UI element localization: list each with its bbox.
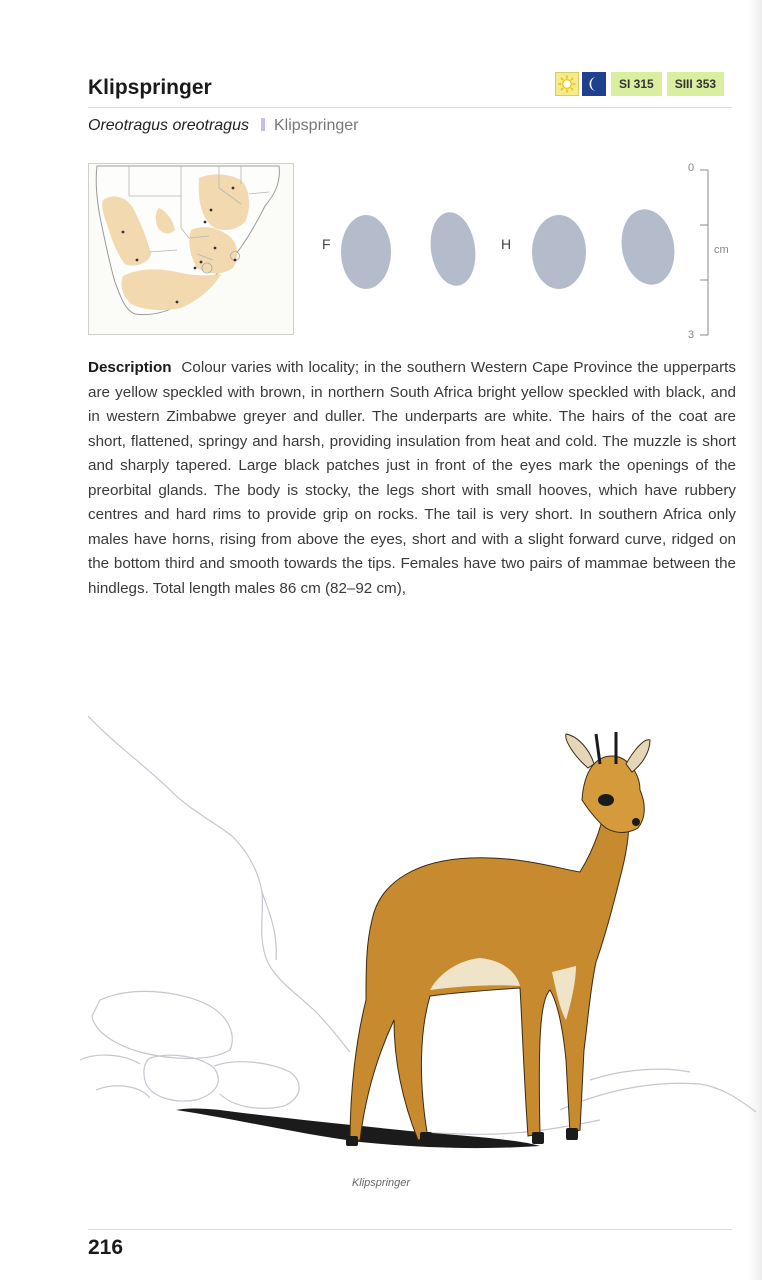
page-title: Klipspringer xyxy=(88,76,212,99)
moon-icon xyxy=(582,72,606,96)
common-name: Klipspringer xyxy=(273,117,359,134)
scientific-name: Oreotragus oreotragus xyxy=(88,117,249,134)
front-track-right xyxy=(426,209,480,288)
hind-track-left xyxy=(532,215,586,289)
description-text: Colour varies with locality; in the southern Western Cape Province the upperparts are yellow speckled with brown, in northern South Africa bright yellow speckled with black, and in western Zimbabwe greyer and duller. The underparts are white. The hairs of the coat are short, flattened, springy and harsh, providing insulation from heat and cold. The muzzle is short and sharply tapered. Large black patches just in front of the eyes mark the openings of the preorbital glands. The body is stocky, the legs short with small hooves, which have rubbery centres and hard rims to provide grip on rocks. The tail is very short. In southern Africa only males have horns, rising from above the eyes, short and with a slight forward curve, ridged on the bottom third and smooth towards the tips. Females have two pairs of mammae between the hindlegs. Total length males 86 cm (82–92 cm), xyxy=(88,359,736,597)
klipspringer-illustration xyxy=(0,700,762,1170)
footer-rule xyxy=(88,1229,732,1230)
distribution-map xyxy=(88,163,294,335)
description-heading: Description xyxy=(88,359,172,376)
hind-track-right xyxy=(616,205,680,289)
description-paragraph xyxy=(88,356,736,601)
name-separator xyxy=(261,118,265,131)
front-track-label: F xyxy=(322,236,331,252)
activity-badges xyxy=(555,72,724,96)
scale-unit-label: cm xyxy=(714,244,729,256)
header-rule xyxy=(88,107,732,108)
scale-bottom-label: 3 xyxy=(688,329,695,341)
reference-badge-1: SI 315 xyxy=(611,72,662,96)
scale-top-label: 0 xyxy=(688,162,695,174)
reference-badge-2: SIII 353 xyxy=(667,72,724,96)
scale-bar xyxy=(700,170,708,335)
sun-icon xyxy=(555,72,579,96)
illustration-caption: Klipspringer xyxy=(351,1177,411,1189)
page-number: 216 xyxy=(88,1236,124,1259)
hind-track-label: H xyxy=(501,236,512,252)
species-names xyxy=(88,117,358,135)
front-track-left xyxy=(341,215,391,289)
